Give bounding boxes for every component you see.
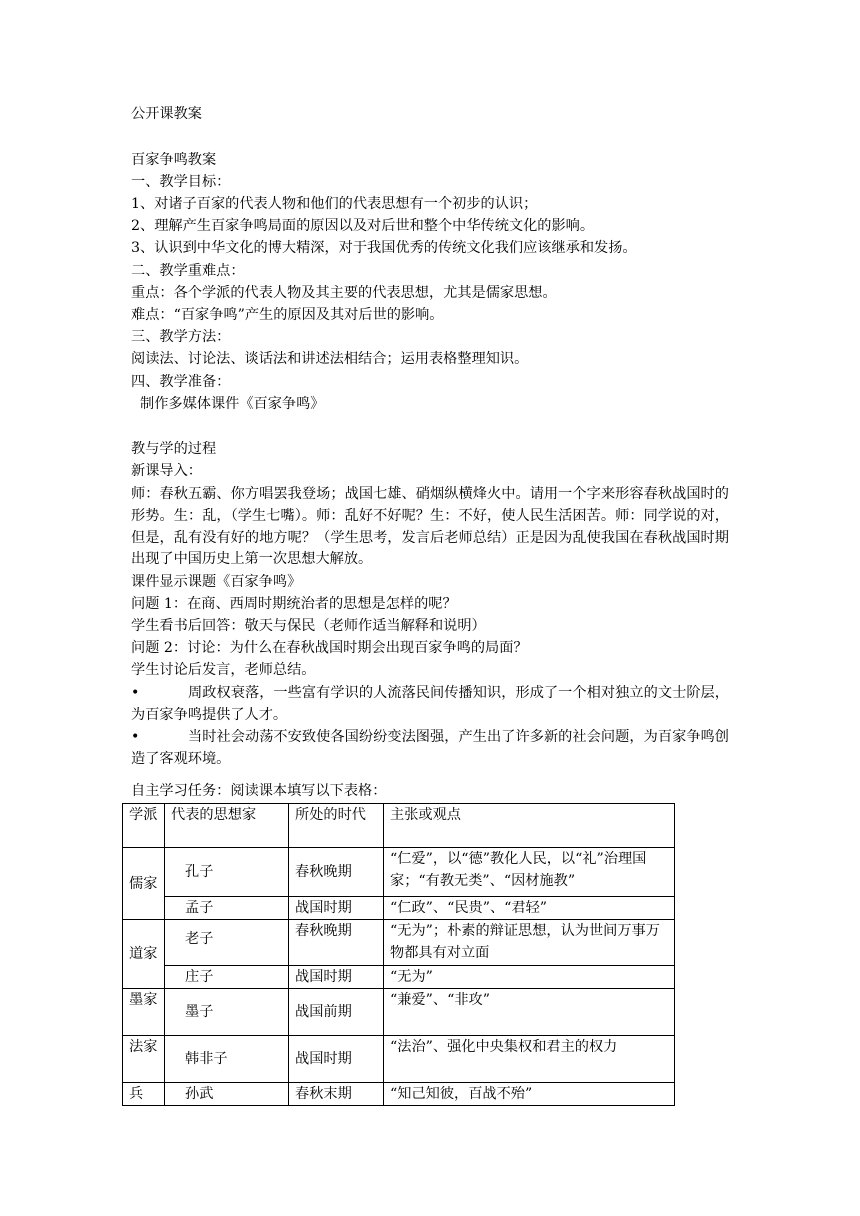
- answer-2: 学生讨论后发言，老师总结。: [131, 662, 316, 678]
- answer-1: 学生看书后回答：敬天与保民（老师作适当解释和说明）: [131, 618, 486, 634]
- header-school: 学派: [123, 804, 165, 848]
- table-row: [123, 897, 675, 920]
- view-cell: “无为”；朴素的辩证思想，认为世间万事万物都具有对立面: [384, 920, 675, 966]
- goal-3: 3、认识到中华文化的博大精深，对于我国优秀的传统文化我们应该继承和发扬。: [131, 240, 637, 256]
- header-view: 主张或观点: [384, 804, 675, 848]
- view-cell: “无为”: [384, 966, 675, 989]
- header-era: 所处的时代: [289, 804, 384, 848]
- school-cell: 道家: [123, 920, 165, 989]
- view-cell: “法治”、强化中央集权和君主的权力: [384, 1036, 675, 1083]
- school-cell: 儒家: [123, 848, 165, 920]
- school-cell: 兵: [123, 1083, 165, 1106]
- bullet-dot-icon: •: [131, 685, 140, 701]
- thinker-cell: 墨子: [165, 989, 289, 1036]
- doc-title: 百家争鸣教案: [131, 152, 217, 168]
- table-header-row: [123, 804, 675, 848]
- bullet-text: 周政权衰落，一些富有学识的人流落民间传播知识，形成了一个相对独立的文士阶层，为百家争鸣提供了人才。: [131, 685, 729, 723]
- goal-2: 2、理解产生百家争鸣局面的原因以及对后世和整个中华传统文化的影响。: [131, 218, 595, 234]
- bullet-dot-icon: •: [131, 729, 140, 745]
- prep: 制作多媒体课件《百家争鸣》: [140, 396, 325, 412]
- era-cell: 春秋末期: [289, 1083, 384, 1106]
- era-cell: 战国时期: [289, 966, 384, 989]
- thinker-cell: 孔子: [165, 848, 289, 897]
- table-row: [123, 966, 675, 989]
- bullet-item: [131, 683, 729, 727]
- era-cell: 春秋晚期: [289, 848, 384, 897]
- process-heading: 教与学的过程: [131, 441, 217, 457]
- school-cell: 法家: [123, 1036, 165, 1083]
- thinker-cell: 老子: [165, 920, 289, 966]
- thinker-cell: 孙武: [165, 1083, 289, 1106]
- era-cell: 战国时期: [289, 897, 384, 920]
- goal-1: 1、对诸子百家的代表人物和他们的代表思想有一个初步的认识；: [131, 196, 538, 212]
- thinker-cell: 韩非子: [165, 1036, 289, 1083]
- view-cell: “兼爱”、“非攻”: [384, 989, 675, 1036]
- school-cell: 墨家: [123, 989, 165, 1036]
- intro-paragraph: 师：春秋五霸、你方唱罢我登场；战国七雄、硝烟纵横烽火中。请用一个字来形容春秋战国时的形势。生：乱，（学生七嘴）。师：乱好不好呢？生：不好，使人民生活困苦。师：同学说的对，但是，乱有没有好的地方呢？（学生思考，发言后老师总结）正是因为乱使我国在春秋战国时期出现了中国历史上第一次思想大解放。: [131, 486, 729, 568]
- bullet-text: 当时社会动荡不安致使各国纷纷变法图强，产生出了许多新的社会问题，为百家争鸣创造了客观环境。: [131, 729, 729, 767]
- table-row: [123, 1083, 675, 1106]
- method-heading: 三、教学方法：: [131, 329, 231, 345]
- courseware-line: 课件显示课题《百家争鸣》: [131, 574, 302, 590]
- prep-heading: 四、教学准备：: [131, 374, 231, 390]
- bullet-item: [131, 727, 729, 771]
- doc-header: 公开课教案: [131, 106, 202, 122]
- view-cell: “仁政”、“民贵”、“君轻”: [384, 897, 675, 920]
- table-row: [123, 1036, 675, 1083]
- era-cell: 战国时期: [289, 1036, 384, 1083]
- table-row: [123, 848, 675, 897]
- difficult-point: 难点：“百家争鸣”产生的原因及其对后世的影响。: [131, 307, 444, 323]
- header-thinker: 代表的思想家: [165, 804, 289, 848]
- task-line: 自主学习任务：阅读课本填写以下表格：: [131, 783, 387, 799]
- view-cell: “仁爱”，以“德”教化人民，以“礼”治理国家；“有教无类”、“因材施教”: [384, 848, 675, 897]
- view-cell: “知己知彼，百战不殆”: [384, 1083, 675, 1106]
- key-heading: 二、教学重难点：: [131, 263, 245, 279]
- goals-heading: 一、教学目标：: [131, 174, 231, 190]
- era-cell: 战国前期: [289, 989, 384, 1036]
- key-point: 重点：各个学派的代表人物及其主要的代表思想，尤其是儒家思想。: [131, 285, 557, 301]
- schools-table: [122, 803, 675, 1106]
- question-2: 问题 2：讨论：为什么在春秋战国时期会出现百家争鸣的局面？: [131, 640, 528, 656]
- era-cell: 春秋晚期: [289, 920, 384, 966]
- method: 阅读法、讨论法、谈话法和讲述法相结合；运用表格整理知识。: [131, 351, 529, 367]
- table-row: [123, 989, 675, 1036]
- thinker-cell: 孟子: [165, 897, 289, 920]
- question-1: 问题 1：在商、西周时期统治者的思想是怎样的呢？: [131, 596, 457, 612]
- intro-heading: 新课导入：: [131, 463, 202, 479]
- table-row: [123, 920, 675, 966]
- thinker-cell: 庄子: [165, 966, 289, 989]
